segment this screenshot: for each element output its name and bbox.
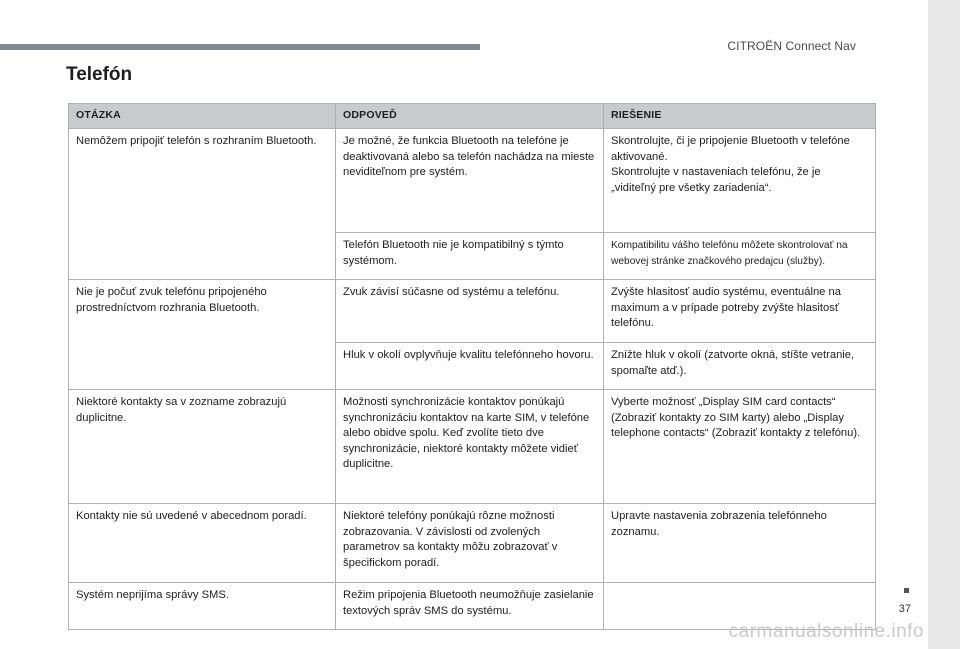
column-header-question: OTÁZKA: [69, 104, 336, 129]
side-panel: [928, 0, 960, 649]
page-marker: [904, 588, 909, 593]
question-cell: Nemôžem pripojiť telefón s rozhraním Bluetooth.: [69, 129, 336, 280]
column-header-solution: RIEŠENIE: [604, 104, 876, 129]
answer-cell: Hluk v okolí ovplyvňuje kvalitu telefónneho hovoru.: [336, 343, 604, 390]
header-rule: [0, 44, 480, 50]
question-cell: Systém neprijíma správy SMS.: [69, 583, 336, 630]
question-cell: Kontakty nie sú uvedené v abecednom poradí.: [69, 504, 336, 583]
table-header-row: [69, 104, 876, 129]
solution-cell: Upravte nastavenia zobrazenia telefónneho zoznamu.: [604, 504, 876, 583]
header-brand: CITROËN Connect Nav: [727, 39, 856, 53]
solution-cell: Zvýšte hlasitosť audio systému, eventuálne na maximum a v prípade potreby zvýšte hlasitosť telefónu.: [604, 280, 876, 343]
answer-cell: Zvuk závisí súčasne od systému a telefónu.: [336, 280, 604, 343]
table-row: [69, 504, 876, 583]
question-cell: Niektoré kontakty sa v zozname zobrazujú duplicitne.: [69, 390, 336, 504]
page-number: 37: [898, 603, 911, 615]
solution-cell: Vyberte možnosť „Display SIM card contacts“ (Zobraziť kontakty zo SIM karty) alebo „Display telephone contacts“ (Zobraziť kontakty z telefónu).: [604, 390, 876, 504]
page-title: Telefón: [66, 64, 133, 85]
table-row: [69, 390, 876, 504]
column-header-answer: ODPOVEĎ: [336, 104, 604, 129]
table-row: [69, 129, 876, 233]
answer-cell: Telefón Bluetooth nie je kompatibilný s týmto systémom.: [336, 233, 604, 280]
answer-cell: Režim pripojenia Bluetooth neumožňuje zasielanie textových správ SMS do systému.: [336, 583, 604, 630]
solution-cell: Kompatibilitu vášho telefónu môžete skontrolovať na webovej stránke značkového predajcu (služby).: [604, 233, 876, 280]
faq-table: [68, 103, 876, 630]
table-row: [69, 280, 876, 343]
question-cell: Nie je počuť zvuk telefónu pripojeného prostredníctvom rozhrania Bluetooth.: [69, 280, 336, 390]
answer-cell: Možnosti synchronizácie kontaktov ponúkajú synchronizáciu kontaktov na karte SIM, v telefóne alebo obidve spolu. Keď zvolíte tieto dve synchronizácie, niektoré kontakty môžete vidieť duplicitne.: [336, 390, 604, 504]
answer-cell: Niektoré telefóny ponúkajú rôzne možnosti zobrazovania. V závislosti od zvolených parametrov sa kontakty môžu zobrazovať v špecifickom poradí.: [336, 504, 604, 583]
solution-cell: Znížte hluk v okolí (zatvorte okná, stíšte vetranie, spomaľte atď.).: [604, 343, 876, 390]
solution-cell: [604, 129, 876, 233]
solution-line: Skontrolujte, či je pripojenie Bluetooth v telefóne aktivované. Skontrolujte v nastaveniach telefónu, že je „viditeľný pre všetky zariadenia“.: [611, 135, 850, 194]
answer-cell: Je možné, že funkcia Bluetooth na telefóne je deaktivovaná alebo sa telefón nachádza na mieste neviditeľnom pre systém.: [336, 129, 604, 233]
watermark: carmanualsonline.info: [728, 621, 924, 642]
